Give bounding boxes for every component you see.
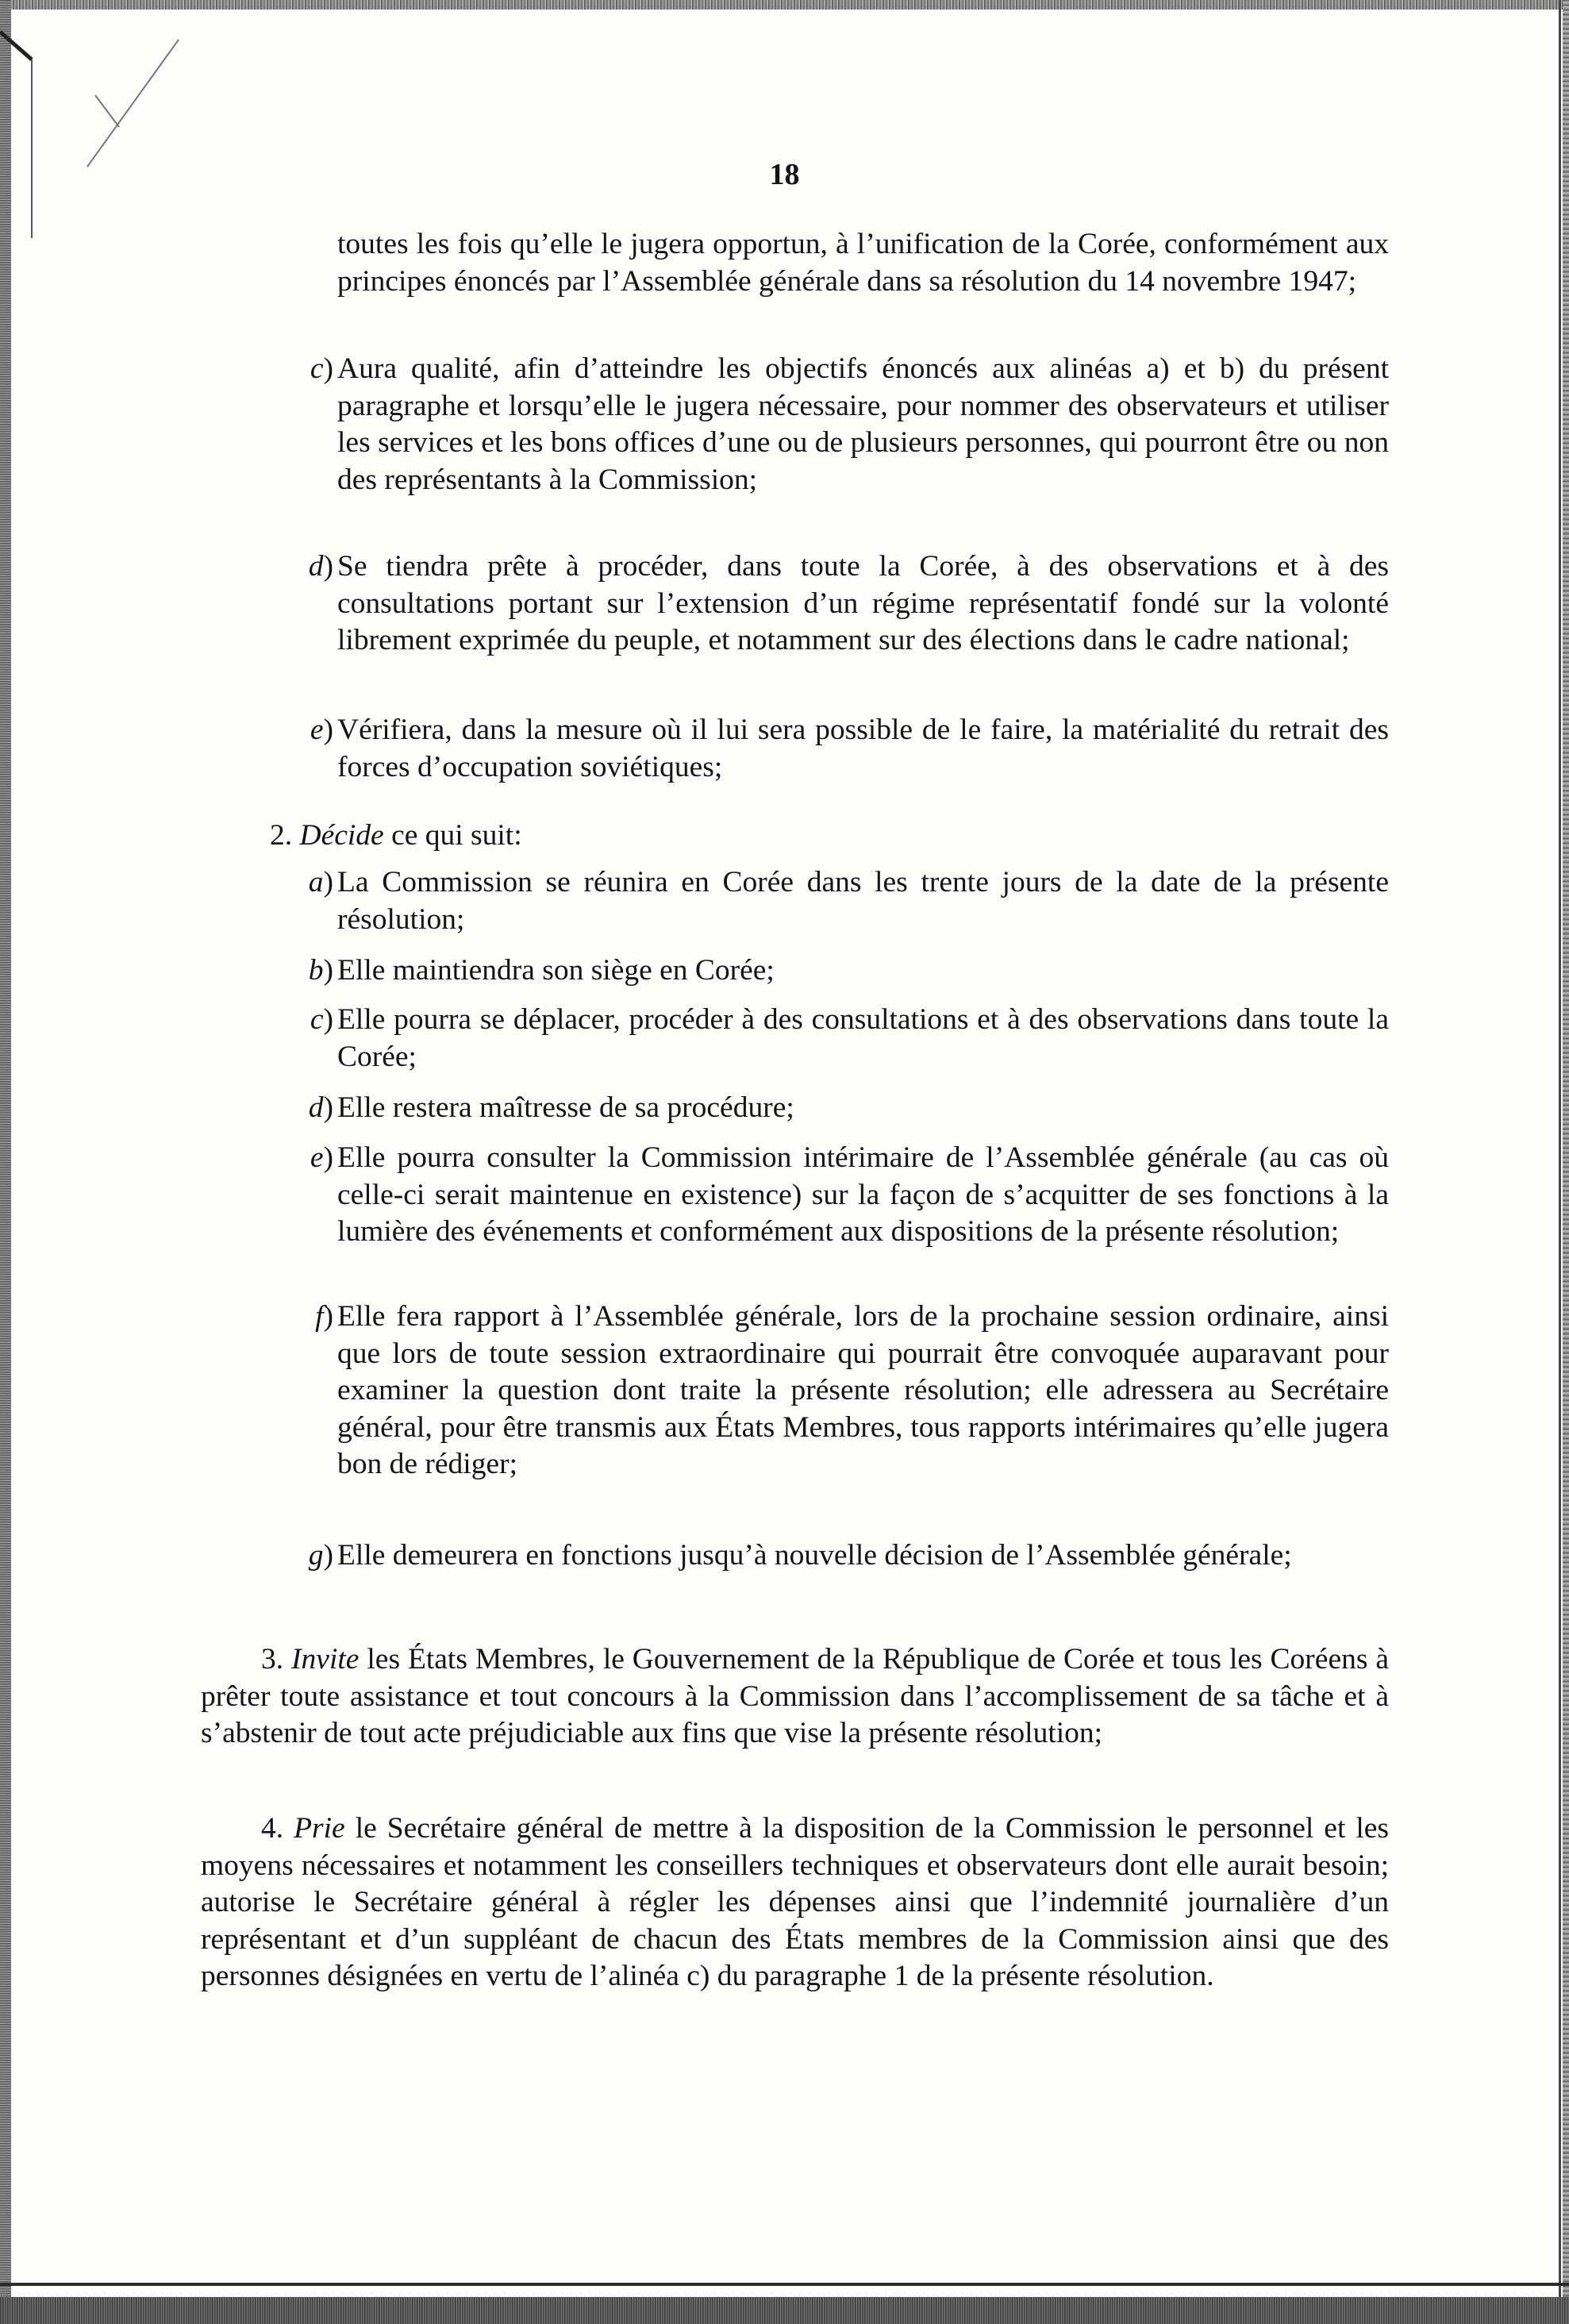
item-text: Aura qualité, afin d’atteindre les objectifs énoncés aux alinéas a) et b) du présent paragraphe et lorsqu’elle le jugera nécessaire, pour nommer des observateurs et utiliser les services et les bons offices d’une ou de plusieurs personnes, qui pourront être ou non des représentants à la Commission; xyxy=(337,352,1389,496)
item-label: a) xyxy=(308,866,333,898)
section-text: le Secrétaire général de mettre à la disposition de la Commission le personnel et les moyens nécessaires et notamment les conseillers techniques et observateurs dont elle aurait besoin; autorise le Secrétaire général à régler les dépenses ainsi que l’indemnité journalière d’un représentant et d’un suppléant de chacun des États membres de la Commission ainsi que des personnes désignées en vertu de l’alinéa c) du paragraphe 1 de la présente résolution. xyxy=(201,1812,1390,1992)
item-text: Se tiendra prête à procéder, dans toute la Corée, à des observations et à des consultations portant sur l’extension d’un régime représentatif fondé sur la volonté librement exprimée du peuple, et notamment sur des élections dans le cadre national; xyxy=(337,550,1389,656)
section-4-paragraph xyxy=(201,1810,1389,1995)
list-item xyxy=(262,1299,1389,1483)
section-heading-rest: ce qui suit: xyxy=(391,819,522,852)
item-label: e) xyxy=(310,714,333,746)
section-2-heading xyxy=(270,818,1381,855)
section-3-paragraph xyxy=(201,1641,1389,1753)
item-label: d) xyxy=(308,550,333,583)
section-number: 3. xyxy=(261,1643,284,1676)
item-text: La Commission se réunira en Corée dans les trente jours de la date de la présente résolution; xyxy=(337,866,1389,936)
item-label: c) xyxy=(310,352,333,385)
section-verb: Décide xyxy=(299,819,384,852)
list-item xyxy=(262,864,1389,938)
list-item xyxy=(262,1537,1389,1575)
item-label: d) xyxy=(308,1091,333,1124)
item-text: Elle pourra consulter la Commission intérimaire de l’Assemblée générale (au cas où celle-ci serait maintenue en existence) sur la façon de s’acquitter de ses fonctions à la lumière des événements et conformément aux dispositions de la présente résolution; xyxy=(337,1141,1389,1248)
item-text: Elle fera rapport à l’Assemblée générale, lors de la prochaine session ordinaire, ainsi que lors de toute session extraordinaire qui pourrait être convoquée auparavant pour examiner la question dont traite la présente résolution; elle adressera au Secrétaire général, pour être transmis aux États Membres, tous rapports intérimaires qu’elle jugera bon de rédiger; xyxy=(337,1300,1389,1480)
section-verb: Invite xyxy=(291,1643,360,1676)
page-number: 18 xyxy=(769,158,800,191)
scan-edge-top xyxy=(0,0,1569,10)
section-number: 2. xyxy=(270,819,293,852)
item-text: Elle maintiendra son siège en Corée; xyxy=(337,954,775,987)
continuation-text: toutes les fois qu’elle le jugera opportun, à l’unification de la Corée, conformément aux principes énoncés par l’Assemblée générale dans sa résolution du 14 novembre 1947; xyxy=(337,228,1389,298)
list-item xyxy=(262,351,1389,498)
item-text: Elle pourra se déplacer, procéder à des consultations et à des observations dans toute la Corée; xyxy=(337,1003,1389,1073)
list-item xyxy=(262,1002,1389,1075)
item-text: Elle restera maîtresse de sa procédure; xyxy=(337,1091,794,1124)
list-item xyxy=(262,712,1389,786)
scan-edge-right xyxy=(1563,0,1569,2324)
item-label: g) xyxy=(308,1539,333,1572)
page-border-bottom xyxy=(0,2283,1569,2286)
section-number: 4. xyxy=(261,1812,284,1845)
item-label: c) xyxy=(310,1003,333,1036)
list-item xyxy=(262,1090,1389,1127)
scan-edge-left xyxy=(0,0,11,2324)
page-border-right xyxy=(1559,0,1561,2324)
item-label: b) xyxy=(308,954,333,987)
item-text: Elle demeurera en fonctions jusqu’à nouvelle décision de l’Assemblée générale; xyxy=(337,1539,1292,1572)
item-text: Vérifiera, dans la mesure où il lui sera possible de le faire, la matérialité du retrait des forces d’occupation soviétiques; xyxy=(337,714,1389,783)
list-item xyxy=(262,1140,1389,1251)
section-verb: Prie xyxy=(294,1812,345,1845)
scan-edge-bottom xyxy=(0,2297,1569,2324)
list-item xyxy=(262,548,1389,660)
list-item xyxy=(262,952,1389,990)
corner-fold-mark xyxy=(0,0,206,254)
item-label: f) xyxy=(315,1300,333,1333)
item-label: e) xyxy=(310,1141,333,1174)
section-text: les États Membres, le Gouvernement de la République de Corée et tous les Coréens à prêter toute assistance et tout concours à la Commission dans l’accomplissement de sa tâche et à s’abstenir de tout acte préjudiciable aux fins que vise la présente résolution; xyxy=(201,1643,1390,1749)
